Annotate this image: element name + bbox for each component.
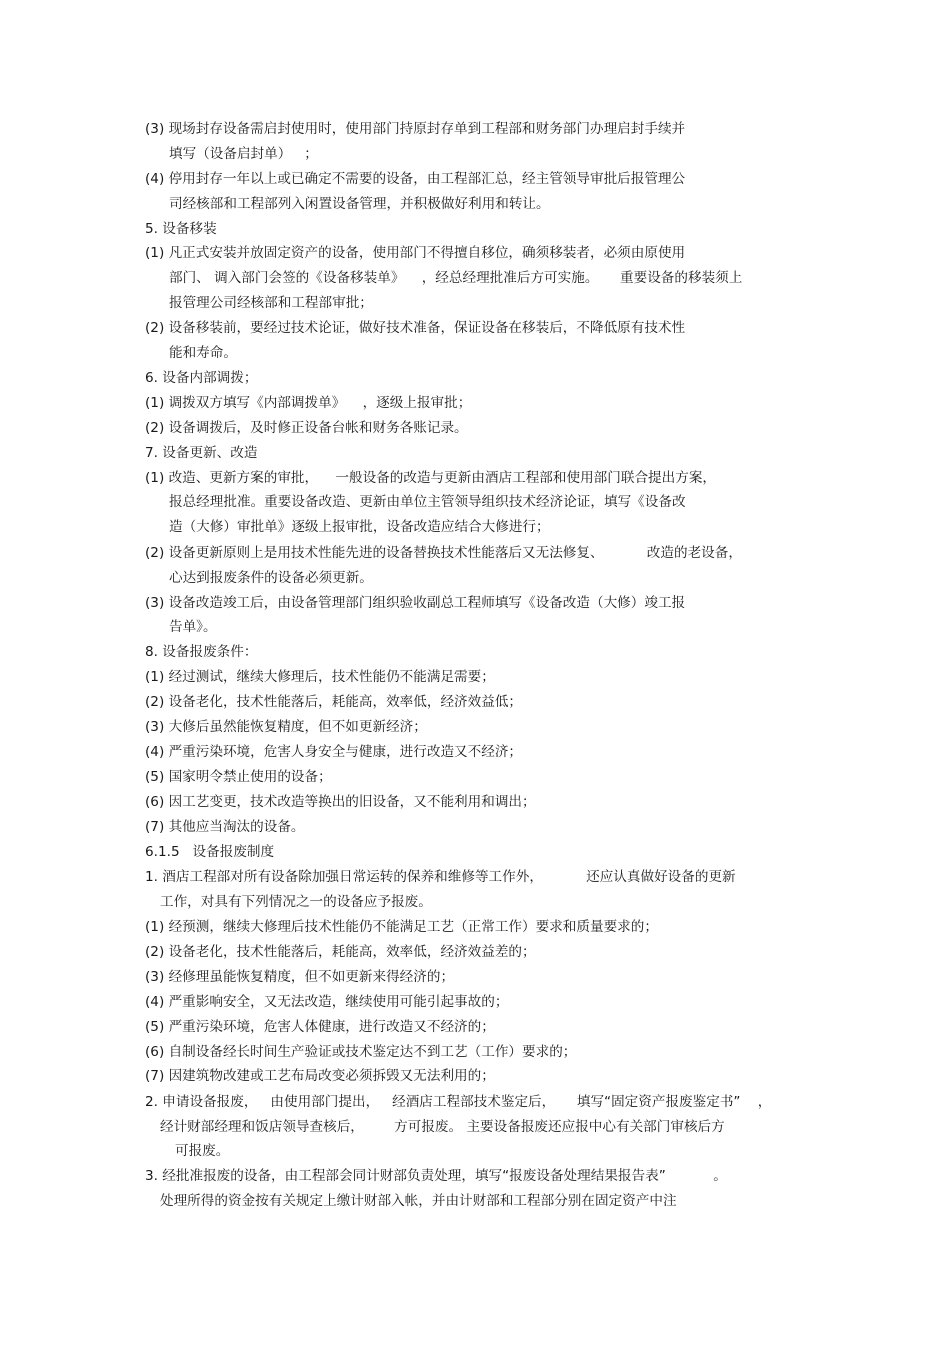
section-heading: 5. 设备移装: [145, 221, 217, 237]
text-line: (1) 凡正式安装并放固定资产的设备，使用部门不得擅自移位，确须移装者，必须由原使用: [145, 245, 686, 261]
text-line: 报总经理批准。重要设备改造、更新由单位主管领导组织技术经济论证，填写《设备改: [169, 494, 686, 510]
text-line: (7) 其他应当淘汰的设备。: [145, 819, 305, 835]
text-line: 报管理公司经核部和工程部审批；: [169, 295, 373, 311]
text-line: (4) 严重污染环境，危害人身安全与健康，进行改造又不经济；: [145, 744, 523, 760]
text-line: 2. 申请设备报废， 由使用部门提出， 经酒店工程部技术鉴定后， 填写“固定资产报废鉴定书” ，: [145, 1094, 772, 1110]
text-line: 能和寿命。: [169, 345, 237, 361]
text-line: (1) 经预测，继续大修理后技术性能仍不能满足工艺（正常工作）要求和质量要求的；: [145, 919, 658, 935]
section-heading: 7. 设备更新、改造: [145, 445, 258, 461]
text-line: (3) 大修后虽然能恢复精度，但不如更新经济；: [145, 719, 427, 735]
text-line: (2) 设备老化，技术性能落后，耗能高，效率低，经济效益低；: [145, 694, 523, 710]
section-heading: 8. 设备报废条件：: [145, 644, 258, 660]
text-line: (4) 严重影响安全，又无法改造，继续使用可能引起事故的；: [145, 994, 509, 1010]
text-line: (2) 设备调拨后，及时修正设备台帐和财务各账记录。: [145, 420, 468, 436]
text-line: (2) 设备老化，技术性能落后，耗能高，效率低，经济效益差的；: [145, 944, 536, 960]
text-line: 造（大修）审批单》逐级上报审批，设备改造应结合大修进行；: [169, 519, 550, 535]
text-line: 部门、 调入部门会签的《设备移装单》 ，经总经理批准后方可实施。 重要设备的移装须上: [169, 270, 743, 286]
text-line: 填写（设备启封单） ；: [169, 146, 318, 162]
text-line: (1) 改造、更新方案的审批， 一般设备的改造与更新由酒店工程部和使用部门联合提出方案，: [145, 470, 717, 486]
text-line: (6) 因工艺变更，技术改造等换出的旧设备，又不能利用和调出；: [145, 794, 536, 810]
section-heading: 6.1.5 设备报废制度: [145, 844, 275, 860]
text-line: 告单》。: [169, 619, 217, 635]
text-line: (3) 经修理虽能恢复精度，但不如更新来得经济的；: [145, 969, 455, 985]
text-line: 司经核部和工程部列入闲置设备管理，并积极做好利用和转让。: [169, 196, 550, 212]
text-line: 1. 酒店工程部对所有设备除加强日常运转的保养和维修等工作外， 还应认真做好设备的更新: [145, 869, 736, 885]
text-line: (1) 经过测试，继续大修理后，技术性能仍不能满足需要；: [145, 669, 495, 685]
section-heading: 6. 设备内部调拨；: [145, 370, 258, 386]
text-line: (5) 国家明令禁止使用的设备；: [145, 769, 332, 785]
text-line: (2) 设备更新原则上是用技术性能先进的设备替换技术性能落后又无法修复、 改造的老设备，: [145, 545, 742, 561]
text-line: 经计财部经理和饭店领导查核后， 方可报废。 主要设备报废还应报中心有关部门审核后方: [160, 1119, 725, 1135]
text-line: (2) 设备移装前，要经过技术论证，做好技术准备，保证设备在移装后，不降低原有技术性: [145, 320, 686, 336]
text-line: 心达到报废条件的设备必须更新。: [169, 570, 373, 586]
text-line: 可报废。: [175, 1143, 230, 1159]
text-line: (7) 因建筑物改建或工艺布局改变必须拆毁又无法利用的；: [145, 1068, 495, 1084]
text-line: (3) 设备改造竣工后，由设备管理部门组织验收副总工程师填写《设备改造（大修）竣工报: [145, 595, 686, 611]
text-line: (4) 停用封存一年以上或已确定不需要的设备，由工程部汇总，经主管领导审批后报管理公: [145, 171, 686, 187]
text-line: 处理所得的资金按有关规定上缴计财部入帐，并由计财部和工程部分别在固定资产中注: [160, 1193, 677, 1209]
text-line: (3) 现场封存设备需启封使用时，使用部门持原封存单到工程部和财务部门办理启封手续并: [145, 121, 686, 137]
text-line: (6) 自制设备经长时间生产验证或技术鉴定达不到工艺（工作）要求的；: [145, 1044, 577, 1060]
text-line: 工作，对具有下列情况之一的设备应予报废。: [160, 894, 432, 910]
text-line: 3. 经批准报废的设备，由工程部会同计财部负责处理，填写“报废设备处理结果报告表” 。: [145, 1168, 727, 1184]
text-line: (1) 调拨双方填写《内部调拨单》 ，逐级上报审批；: [145, 395, 472, 411]
text-line: (5) 严重污染环境，危害人体健康，进行改造又不经济的；: [145, 1019, 495, 1035]
